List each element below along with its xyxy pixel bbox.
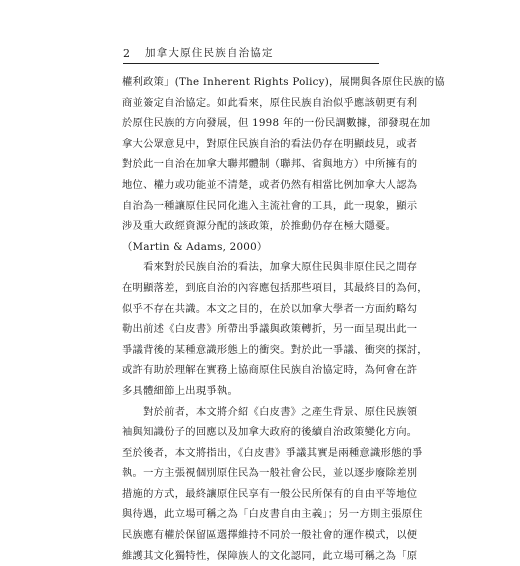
running-title: 加拿大原住民族自治協定 [145, 47, 274, 59]
text-line: 維護其文化獨特性，保障族人的文化認同，此立場可稱之為「原 [122, 549, 418, 562]
text-line: 至於後者，本文將指出，《白皮書》爭議其實是兩種意識形態的爭 [122, 446, 423, 459]
text-line: 涉及重大政經資源分配的該政策，於推動仍存在極大隱憂。 [122, 220, 397, 233]
text-line: 執。一方主張視個別原住民為一般社會公民，並以逐步廢除差別 [122, 467, 418, 480]
text-line: 勒出前述《白皮書》所帶出爭議與政策轉折，另一面呈現出此一 [122, 323, 418, 336]
text-line: 拿大公眾意見中，對原住民族自治的看法仍存在明顯歧見，或者 [122, 137, 418, 150]
text-line: 看來對於民族自治的看法，加拿大原住民與非原住民之間存 [122, 261, 418, 274]
text-line: 民族應有權於保留區選擇維持不同於一般社會的運作模式，以便 [122, 529, 418, 542]
text-line: 或許有助於理解在實務上協商原住民族自治協定時，為何會在許 [122, 364, 418, 377]
body-text [122, 72, 445, 566]
text-line: 自治為一種讓原住民同化進入主流社會的工具，此一現象，顯示 [122, 199, 418, 212]
text-line: 與待遇，此立場可稱之為「白皮書自由主義」；另一方則主張原住 [122, 508, 423, 521]
text-line: 地位、權力或功能並不清楚，或者仍然有相當比例加拿大人認為 [122, 178, 418, 191]
text-line: 對於此一自治在加拿大聯邦體制（聯邦、省與地方）中所擁有的 [122, 158, 418, 171]
text-line: 多具體細節上出現爭執。 [122, 384, 239, 397]
text-line: 對於前者，本文將介紹《白皮書》之產生背景、原住民族領 [122, 405, 418, 418]
text-line: 似乎不存在共識。本文之目的，在於以加拿大學者一方面約略勾 [122, 302, 418, 315]
header-rule [123, 63, 379, 64]
running-header [123, 47, 379, 61]
text-line: 商並簽定自治協定。如此看來，原住民族自治似乎應該朝更有利 [122, 96, 418, 109]
text-line: 於原住民族的方向發展，但 1998 年的一份民調數據，卻發現在加 [122, 117, 431, 130]
text-line: 在明顯落差，到底自治的內容應包括那些項目，其最終目的為何， [122, 281, 428, 294]
text-line: 袖與知識份子的回應以及加拿大政府的後續自治政策變化方向。 [122, 426, 418, 439]
text-line: 爭議背後的某種意識形態上的衝突。對於此一爭議、衝突的探討， [122, 343, 428, 356]
page-number: 2 [123, 47, 130, 60]
text-line: 措施的方式，最終讓原住民享有一般公民所保有的自由平等地位 [122, 487, 418, 500]
text-line: 權利政策」(The Inherent Rights Policy)，展開與各原住民族的協 [122, 76, 445, 88]
text-line: （Martin & Adams, 2000） [122, 240, 268, 253]
